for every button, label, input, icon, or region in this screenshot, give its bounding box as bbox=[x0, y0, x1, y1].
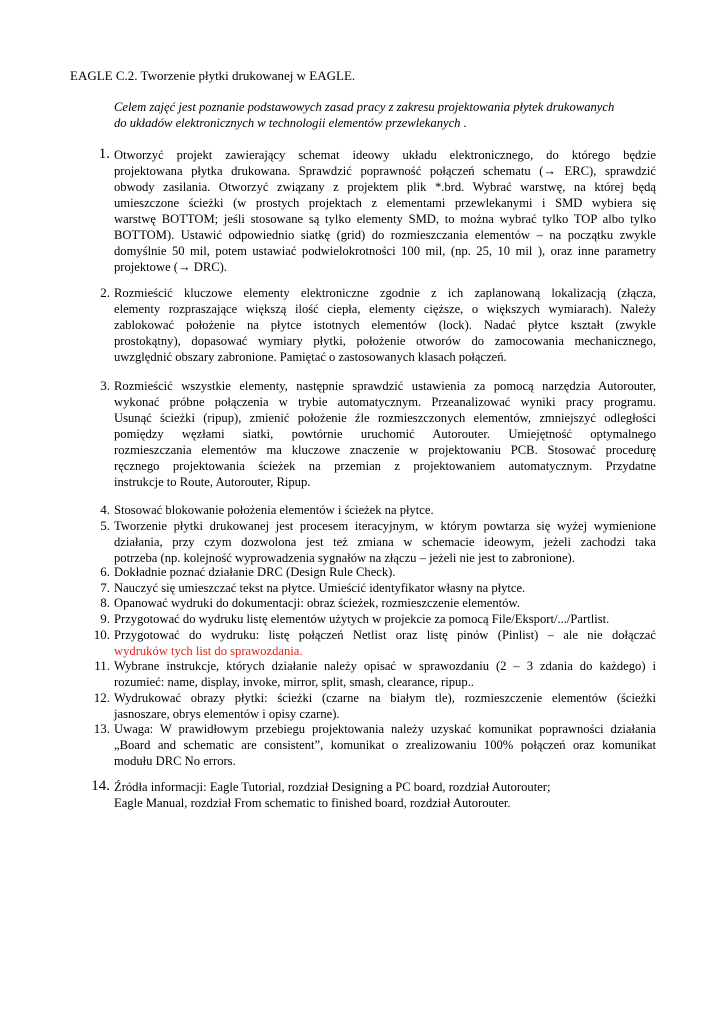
text-line: potrzeba (np. kolejność wyprowadzenia sygnałów na złączu – jeżeli nie jest to zabronione). bbox=[114, 551, 575, 565]
list-item-text bbox=[114, 595, 656, 611]
text-line: Uwaga: W prawidłowym przebiegu projektowania należy uzyskać komunikat poprawności działania bbox=[114, 722, 656, 736]
list-item-text bbox=[114, 378, 656, 490]
text-line: „Board and schematic are consistent”, komunikat o zrealizowaniu 100% połączeń oraz komunikat bbox=[114, 738, 656, 752]
list-number: 5. bbox=[100, 518, 110, 533]
text-line: Nauczyć się umieszczać tekst na płytce. Umieścić identyfikator własny na płytce. bbox=[114, 581, 526, 595]
intro-line: do układów elektronicznych w technologii elementów przewlekanych . bbox=[114, 116, 467, 130]
list-number: 4. bbox=[100, 502, 110, 517]
list-item-text bbox=[114, 658, 656, 690]
text-line: działania, przy czym dozwolona jest też zmiana w schemacie ideowym, jeżeli zachodzi taka bbox=[114, 535, 656, 549]
text-line: instrukcje to Route, Autorouter, Ripup. bbox=[114, 475, 311, 489]
text-line: projektowana płytka drukowana. Sprawdzić poprawność połączeń schematu (→ ERC), sprawdzić bbox=[114, 164, 656, 178]
text-line: Eagle Manual, rozdział From schematic to finished board, rozdział Autorouter. bbox=[114, 796, 511, 810]
text-line: Rozmieścić kluczowe elementy elektroniczne zgodnie z ich zaplanowaną lokalizacją (złącza, bbox=[114, 286, 656, 300]
list-number: 13. bbox=[93, 721, 110, 736]
text-line: Przygotować do wydruku listę elementów użytych w projekcie za pomocą File/Eksport/.../Partlist. bbox=[114, 612, 610, 626]
text-line: wykonać próbne połączenia w trybie automatycznym. Przeanalizować wyniki pracy programu. bbox=[114, 395, 656, 409]
text-line: umieszczone ścieżki (w prostych projektach z elementami przewlekanymi i SMD wybiera się bbox=[114, 196, 656, 210]
text-line: Usunąć ścieżki (ripup), zmienić położenie źle rozmieszczonych elementów, zmniejszyć odległości bbox=[114, 411, 656, 425]
text-line: pomiędzy węzłami siatki, powtórnie uruchomić Autorouter. Umiejętność optymalnego bbox=[114, 427, 656, 441]
text-line: BOTTOM). Ustawić odpowiednio siatkę (grid) do rozmieszczania elementów – na początku zwykle bbox=[114, 228, 656, 242]
text-line: projektowe (→ DRC). bbox=[114, 260, 227, 274]
text-line: uwzględnić obszary zabronione. Pamiętać o zastosowanych klasach połączeń. bbox=[114, 350, 507, 364]
list-number: 14. bbox=[91, 778, 110, 794]
text-line: Wybrane instrukcje, których działanie należy opisać w sprawozdaniu (2 – 3 zdania do każdego) i bbox=[114, 659, 656, 673]
list-number: 7. bbox=[100, 580, 110, 595]
list-item-text bbox=[114, 564, 656, 580]
list-number: 10. bbox=[93, 627, 110, 642]
text-line: domyślnie 50 mil, potem ustawiać podwielokrotności 100 mil, (np. 25, 10 mil ), oraz inne parametry bbox=[114, 244, 656, 258]
list-item-text bbox=[114, 721, 656, 769]
text-line: rozmieszczania elementów ma kluczowe znaczenie w projektowaniu PCB. Stosować procedurę bbox=[114, 443, 656, 457]
list-number: 3. bbox=[100, 378, 110, 393]
intro-line: Celem zajęć jest poznanie podstawowych zasad pracy z zakresu projektowania płytek drukowanych bbox=[114, 100, 615, 114]
text-line: Przygotować do wydruku: listę połączeń Netlist oraz listę pinów (Pinlist) – ale nie dołączać bbox=[114, 628, 656, 642]
list-number: 2. bbox=[100, 285, 110, 300]
text-line: warstwę BOTTOM; jeśli stosowane są tylko elementy SMD, to można wybrać tylko TOP albo tylko bbox=[114, 212, 656, 226]
text-line: ręcznego projektowania ścieżek na przemian z projektowaniem automatycznym. Przydatne bbox=[114, 459, 656, 473]
text-line: Opanować wydruki do dokumentacji: obraz ścieżek, rozmieszczenie elementów. bbox=[114, 596, 520, 610]
intro-paragraph bbox=[114, 99, 660, 131]
list-number: 6. bbox=[100, 564, 110, 579]
list-number: 12. bbox=[93, 690, 110, 705]
list-number: 1. bbox=[98, 146, 110, 162]
list-number: 9. bbox=[100, 611, 110, 626]
list-item-text bbox=[114, 611, 656, 627]
text-line: Rozmieścić wszystkie elementy, następnie sprawdzić ustawienia za pomocą narzędzia Autorouter, bbox=[114, 379, 656, 393]
text-line: obwody zasilania. Otworzyć związany z projektem plik *.brd. Wybrać warstwę, na której będą bbox=[114, 180, 656, 194]
text-line: Źródła informacji: Eagle Tutorial, rozdział Designing a PC board, rozdział Autorouter; bbox=[114, 780, 551, 794]
list-item-text bbox=[114, 147, 656, 275]
text-line: elementy rozpraszające większą ilość ciepła, elementy cięższe, o większych wymiarach). Należy bbox=[114, 302, 656, 316]
list-number: 11. bbox=[94, 658, 110, 673]
list-item-text bbox=[114, 779, 656, 811]
warning-text: wydruków tych list do sprawozdania. bbox=[114, 644, 303, 658]
text-line: Dokładnie poznać działanie DRC (Design Rule Check). bbox=[114, 565, 396, 579]
document-title: EAGLE C.2. Tworzenie płytki drukowanej w EAGLE. bbox=[70, 68, 356, 83]
text-line: prostokątny), dopasować wymiary płytki, położenie otworów do zamocowania mechanicznego, bbox=[114, 334, 656, 348]
list-item-text bbox=[114, 690, 656, 722]
list-item-text bbox=[114, 518, 656, 566]
list-item-text bbox=[114, 627, 656, 659]
text-line: jasnoszare, obrys elementów i opisy czarne). bbox=[114, 707, 340, 721]
text-line: Wydrukować obrazy płytki: ścieżki (czarne na białym tle), rozmieszczenie elementów (ścieżki bbox=[114, 691, 656, 705]
text-line: Otworzyć projekt zawierający schemat ideowy układu elektronicznego, do którego będzie bbox=[114, 148, 656, 162]
text-line: zablokować położenie na płytce istotnych elementów (lock). Nadać płytce kształt (zwykle bbox=[114, 318, 656, 332]
text-line: rozumieć: name, display, invoke, mirror, split, smash, clearance, ripup.. bbox=[114, 675, 474, 689]
list-number: 8. bbox=[100, 595, 110, 610]
text-line: Stosować blokowanie położenia elementów i ścieżek na płytce. bbox=[114, 503, 434, 517]
list-item-text bbox=[114, 502, 656, 518]
list-item-text bbox=[114, 285, 656, 365]
list-item-text bbox=[114, 580, 656, 596]
text-line: modułu DRC No errors. bbox=[114, 754, 236, 768]
text-line: Tworzenie płytki drukowanej jest procesem iteracyjnym, w którym powtarza się wyżej wymienione bbox=[114, 519, 656, 533]
